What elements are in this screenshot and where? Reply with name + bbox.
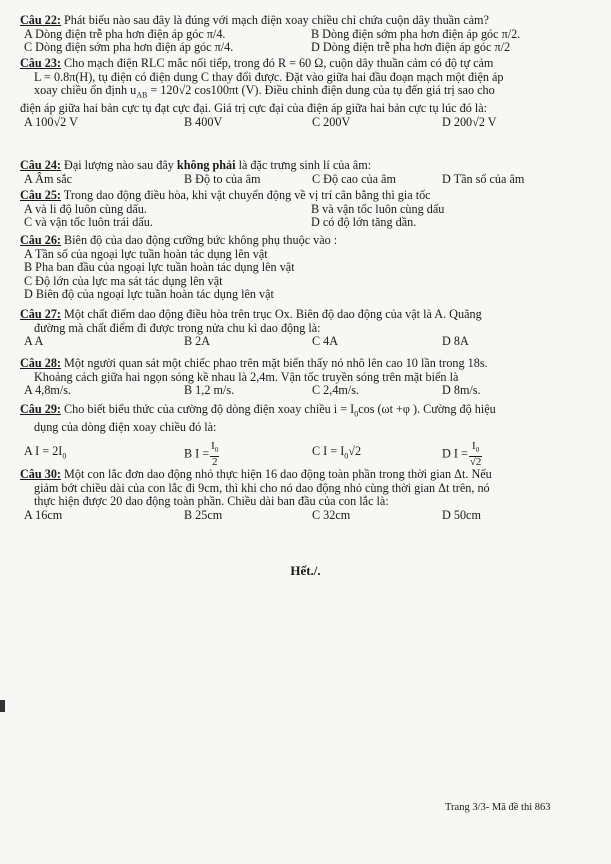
subscript: 0 (475, 445, 480, 454)
question-text: Biên độ của dao động cưỡng bức không phụ thuộc vào : (64, 233, 338, 247)
question-22 (20, 14, 594, 55)
question-number: Câu 28: (20, 356, 61, 370)
option-c-text: C I = I (312, 444, 345, 459)
option-b: B 400V (184, 114, 223, 129)
option-d: D Biên độ của ngoại lực tuần hoàn tác dụng lên vật (24, 287, 274, 302)
option-c-root: √2 (348, 444, 362, 459)
question-text: giảm bớt chiều dài của con lắc đi 9cm, thì khi cho nó dao động nhỏ cùng thời gian Δt trên, nó (34, 480, 490, 495)
subscript: 0 (214, 445, 219, 454)
question-text: Đại lượng nào sau đây (64, 158, 177, 172)
question-number: Câu 27: (20, 307, 61, 321)
option-b: B 25cm (184, 507, 223, 522)
option-b-text: B I = (184, 446, 210, 461)
option-a: A 4,8m/s. (24, 383, 72, 398)
option-d: D 50cm (442, 507, 481, 522)
option-d: D 8A (442, 334, 469, 349)
option-c: C 200V (312, 114, 351, 129)
question-text: Một người quan sát một chiếc phao trên mặt biển thấy nó nhô lên cao 10 lần trong 18s. (64, 356, 488, 370)
question-text: Trong dao động điều hòa, khi vật chuyển động về vị trí cân bằng thì gia tốc (63, 188, 431, 202)
option-a (24, 445, 184, 463)
numerator: I (211, 439, 215, 452)
question-25 (20, 189, 594, 230)
option-d-text: D I = (442, 446, 468, 461)
question-text: đường mà chất điểm đi được trong nửa chu kì dao động là: (34, 320, 321, 335)
option-a: A và li độ luôn cùng dấu. (24, 201, 147, 216)
option-d: D 200√2 V (442, 114, 497, 129)
option-a: A 100√2 V (24, 114, 78, 129)
option-c (312, 445, 442, 463)
question-number: Câu 23: (20, 56, 61, 70)
option-d: D Dòng điện trễ pha hơn điện áp góc π/2 (311, 40, 511, 55)
page-footer: Trang 3/3- Mã đề thi 863 (445, 802, 551, 813)
option-c: C 2,4m/s. (312, 383, 360, 398)
question-text: Một con lắc đơn dao động nhỏ thực hiện 16 dao động toàn phần trong thời gian Δt. Nếu (64, 467, 492, 481)
question-text: dụng của dòng điện xoay chiều đó là: (34, 420, 217, 435)
option-d (442, 441, 582, 468)
question-text: điện áp giữa hai bản cực tụ đạt cực đại. Giá trị cực đại của điện áp giữa hai bản cực tụ lúc đó là: (20, 101, 488, 116)
option-c: C Độ lớn của lực ma sát tác dụng lên vật (24, 273, 223, 288)
question-28 (20, 357, 594, 398)
option-b: B 1,2 m/s. (184, 383, 235, 398)
question-text-bold: không phải (176, 158, 236, 172)
option-b: B Dòng điện sớm pha hơn điện áp góc π/2. (311, 26, 521, 41)
question-text: thực hiện được 20 dao động toàn phần. Chiều dài ban đầu của con lắc là: (34, 494, 389, 509)
question-text: Phát biểu nào sau đây là đúng với mạch điện xoay chiều chỉ chứa cuộn dây thuần cảm? (64, 13, 489, 27)
question-number: Câu 25: (20, 188, 61, 202)
question-text: Một chất điểm dao động điều hòa trên trục Ox. Biên độ dao động của vật là A. Quãng (64, 307, 482, 321)
option-b: B Độ to của âm (184, 171, 261, 186)
question-text: Khoảng cách giữa hai ngọn sóng kề nhau là 2,4m. Vận tốc truyền sóng trên mặt biển là (34, 369, 459, 384)
question-number: Câu 29: (20, 402, 61, 416)
question-number: Câu 22: (20, 13, 61, 27)
question-number: Câu 30: (20, 467, 61, 481)
option-a: A A (24, 334, 44, 349)
denominator: 2 (211, 455, 218, 468)
fraction (469, 441, 483, 468)
option-d: D có độ lớn tăng dần. (311, 215, 417, 230)
option-a: A Âm sắc (24, 171, 73, 186)
option-b: B 2A (184, 334, 211, 349)
option-c: C Độ cao của âm (312, 171, 396, 186)
subscript: 0 (354, 409, 359, 419)
fraction (210, 441, 219, 468)
end-text: Hết./. (290, 563, 321, 578)
question-text: L = 0.8π(H), tụ điện có điện dung C thay đổi được. Đặt vào giữa hai đầu đoạn mạch một điện áp (34, 69, 504, 84)
question-27 (20, 308, 594, 349)
option-b: B và vận tốc luôn cùng dấu (311, 201, 445, 216)
option-b: B Pha ban đầu của ngoại lực tuần hoàn tác dụng lên vật (24, 260, 295, 275)
option-a-text: A I = 2I (24, 444, 63, 459)
question-number: Câu 24: (20, 158, 61, 172)
question-number: Câu 26: (20, 233, 61, 247)
scan-mark (0, 700, 5, 712)
question-text: cos (ωt +φ ). Cường độ hiệu (358, 402, 496, 416)
option-c: C Dòng điện sớm pha hơn điện áp góc π/4. (24, 40, 234, 55)
option-c: C 32cm (312, 507, 351, 522)
question-23 (20, 57, 594, 129)
question-24 (20, 159, 594, 186)
question-text: = 120√2 cos100πt (V). Điều chỉnh điện dung của tụ đến giá trị sao cho (147, 83, 495, 98)
question-text: xoay chiều ổn định u (34, 83, 137, 98)
question-30 (20, 468, 594, 522)
denominator: √2 (469, 455, 482, 468)
numerator: I (472, 439, 476, 452)
question-26 (20, 234, 594, 302)
option-c: C 4A (312, 334, 339, 349)
option-d: D 8m/s. (442, 383, 481, 398)
option-b (184, 441, 312, 468)
option-d: D Tần số của âm (442, 171, 525, 186)
option-a: A 16cm (24, 507, 63, 522)
question-29 (20, 403, 594, 468)
subscript: 0 (62, 451, 67, 461)
question-text: Cho mạch điện RLC mắc nối tiếp, trong đó R = 60 Ω, cuộn dây thuần cảm có độ tự cảm (64, 56, 494, 70)
subscript: AB (136, 90, 148, 100)
option-a: A Tần số của ngoại lực tuần hoàn tác dụng lên vật (24, 246, 268, 261)
option-a: A Dòng điện trễ pha hơn điện áp góc π/4. (24, 26, 226, 41)
question-text: Cho biết biểu thức của cường độ dòng điện xoay chiều i = I (64, 402, 355, 416)
question-text: là đặc trưng sinh lí của âm: (235, 158, 372, 172)
subscript: 0 (344, 451, 349, 461)
option-c: C và vận tốc luôn trái dấu. (24, 215, 153, 230)
